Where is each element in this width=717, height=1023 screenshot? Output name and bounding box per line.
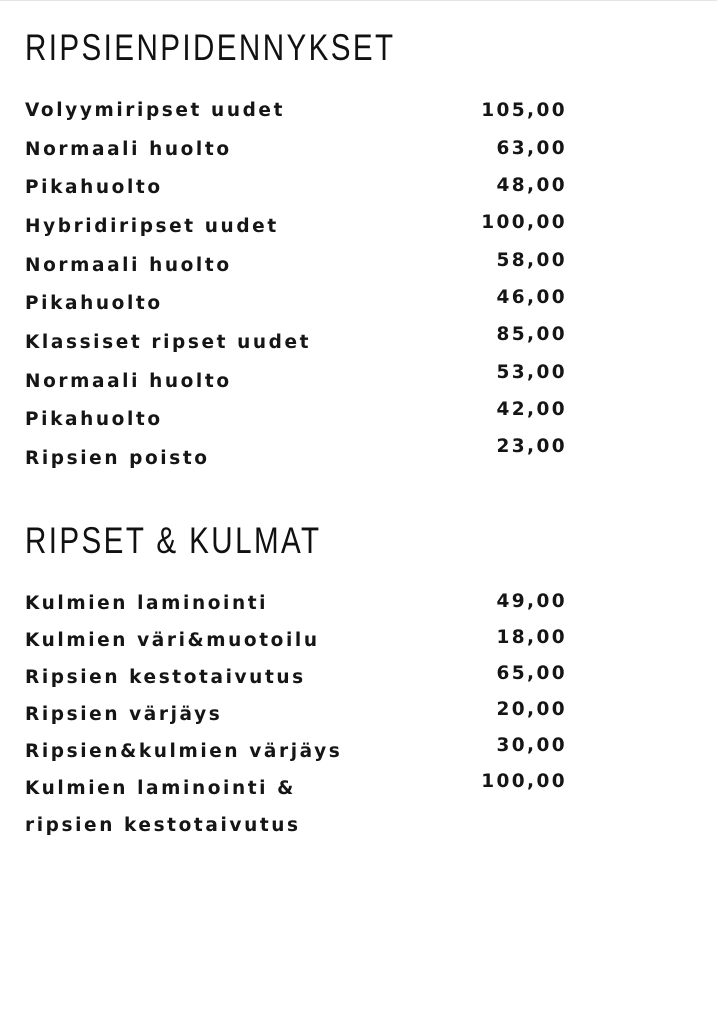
- service-name: Pikahuolto: [25, 177, 163, 198]
- service-price: 30,00: [496, 735, 567, 756]
- service-price: 49,00: [496, 591, 567, 612]
- service-name: Ripsien&kulmien värjäys: [25, 741, 343, 762]
- service-price: 65,00: [496, 663, 567, 684]
- service-price: 18,00: [496, 627, 567, 648]
- section-title-ripsienpidennykset: RIPSIENPIDENNYKSET: [25, 27, 396, 68]
- service-price: 53,00: [496, 362, 567, 383]
- service-price: 100,00: [481, 212, 567, 233]
- service-name: Volyymiripset uudet: [25, 100, 286, 121]
- service-name: Pikahuolto: [25, 409, 163, 430]
- service-name-continued: ripsien kestotaivutus: [25, 815, 301, 836]
- service-price: 46,00: [496, 287, 567, 308]
- service-price: 63,00: [496, 138, 567, 159]
- service-name: Kulmien laminointi &: [25, 778, 296, 799]
- service-price: 20,00: [496, 699, 567, 720]
- service-price: 85,00: [496, 324, 567, 345]
- service-price: 58,00: [496, 250, 567, 271]
- service-price: 23,00: [496, 436, 567, 457]
- service-price: 42,00: [496, 399, 567, 420]
- service-price: 100,00: [481, 771, 567, 792]
- service-name: Ripsien värjäys: [25, 704, 223, 725]
- service-name: Klassiset ripset uudet: [25, 332, 312, 353]
- service-name: Normaali huolto: [25, 139, 232, 160]
- service-price: 48,00: [496, 175, 567, 196]
- service-name: Pikahuolto: [25, 293, 163, 314]
- service-name: Kulmien väri&muotoilu: [25, 630, 320, 651]
- service-price: 105,00: [481, 100, 567, 121]
- section-title-ripset-kulmat: RIPSET & KULMAT: [25, 520, 322, 561]
- service-name: Normaali huolto: [25, 371, 232, 392]
- top-divider: [0, 0, 717, 1]
- service-name: Hybridiripset uudet: [25, 216, 279, 237]
- service-name: Ripsien poisto: [25, 448, 210, 469]
- service-name: Normaali huolto: [25, 255, 232, 276]
- service-name: Ripsien kestotaivutus: [25, 667, 306, 688]
- service-name: Kulmien laminointi: [25, 593, 269, 614]
